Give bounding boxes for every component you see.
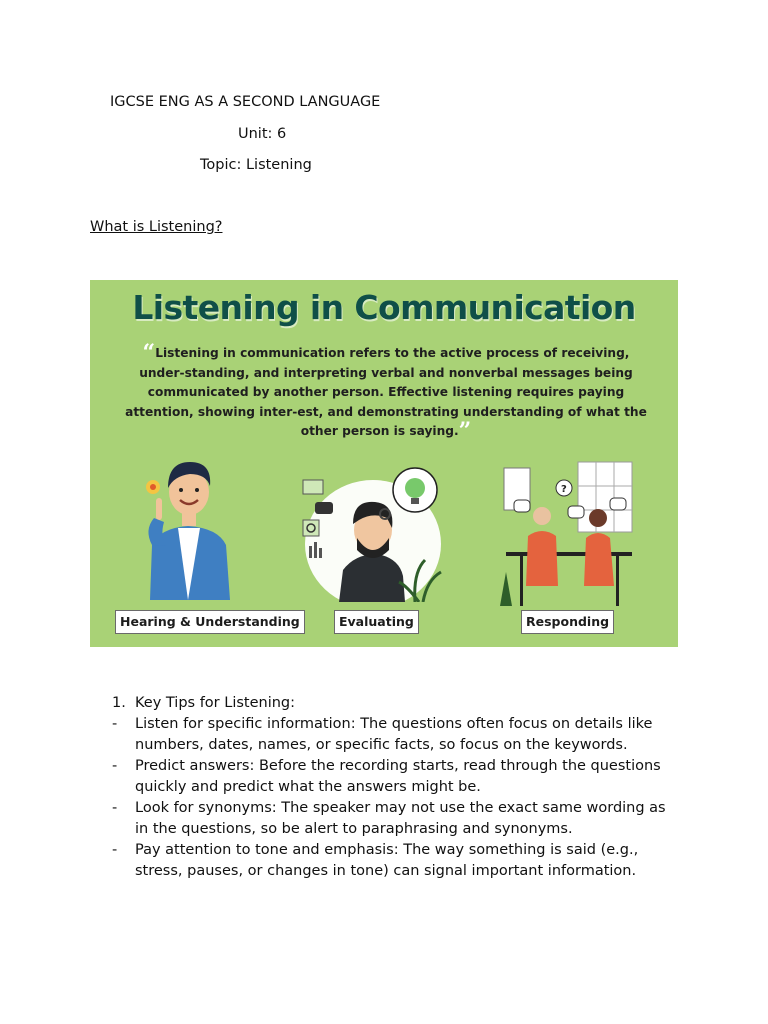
plant-icon (500, 572, 512, 606)
list-item (112, 840, 682, 882)
open-quote-mark: “ (142, 340, 156, 366)
responding-illustration (498, 456, 638, 606)
course-title: IGCSE ENG AS A SECOND LANGUAGE (110, 94, 381, 110)
tips-list (112, 693, 682, 882)
table-shape (506, 552, 632, 556)
infographic-quote (118, 340, 654, 444)
unit-label: Unit: 6 (238, 126, 287, 142)
tip-text: Listen for specific information: The questions often focus on details like numbers, dates, names, or specific facts, so focus on the keywords. (135, 716, 653, 753)
lightbulb-icon (405, 478, 425, 498)
listening-infographic (90, 280, 678, 647)
list-item (112, 798, 682, 840)
tip-text: Pay attention to tone and emphasis: The way something is said (e.g., stress, pauses, or changes in tone) can signal important information. (135, 842, 639, 879)
topic-label: Topic: Listening (200, 157, 312, 173)
svg-text:?: ? (561, 484, 567, 495)
bullet-dash: - (112, 800, 118, 816)
infographic-title: Listening in Communication (132, 288, 636, 327)
close-quote-mark: ” (458, 418, 472, 444)
list-number: 1. (112, 695, 126, 711)
woman-suit (584, 533, 614, 586)
stage-label-hearing: Hearing & Understanding (115, 610, 305, 634)
list-item (112, 756, 682, 798)
bullet-dash: - (112, 842, 118, 858)
bullet-dash: - (112, 716, 118, 732)
tips-heading-row (112, 693, 682, 714)
bullet-dash: - (112, 758, 118, 774)
image-icon (303, 480, 323, 494)
stage-label-evaluating: Evaluating (334, 610, 419, 634)
section-heading: What is Listening? (90, 219, 223, 235)
tip-text: Predict answers: Before the recording starts, read through the questions quickly and predict what the answers might be. (135, 758, 661, 795)
chat-icon (315, 502, 333, 514)
list-item (112, 714, 682, 756)
stage-label-responding: Responding (521, 610, 614, 634)
hearing-illustration (130, 450, 250, 600)
man-suit (526, 531, 558, 586)
quote-text: Listening in communication refers to the active process of receiving, under-standing, and interpreting verbal and nonverbal messages being communicated by another person. Effective listening requires paying attention, showing inter-est, and demonstrating understanding of what the other person is saying. (125, 346, 647, 438)
tips-title: Key Tips for Listening: (135, 695, 296, 711)
evaluating-illustration (295, 462, 455, 602)
tip-text: Look for synonyms: The speaker may not use the exact same wording as in the questions, so be alert to paraphrasing and synonyms. (135, 800, 666, 837)
